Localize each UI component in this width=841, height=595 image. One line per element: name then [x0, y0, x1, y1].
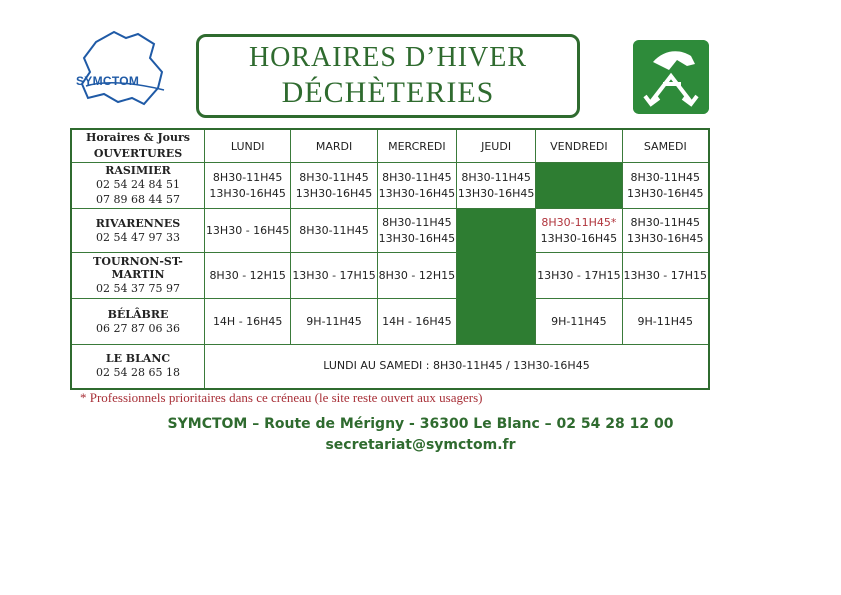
table-row: [71, 163, 709, 209]
hours-am: 8H30-11H45: [630, 215, 701, 229]
hours-pm: 13H30-16H45: [378, 186, 456, 200]
site-cell: [71, 345, 205, 389]
hours-pm: 13H30-16H45: [627, 186, 704, 200]
day-header: SAMEDI: [622, 129, 709, 163]
hours-cell: [205, 253, 291, 299]
hours-cell: [536, 209, 622, 253]
hours-am: 8H30-11H45: [212, 170, 283, 184]
footer-address: SYMCTOM – Route de Mérigny - 36300 Le Blanc – 02 54 28 12 00: [167, 416, 674, 432]
hours-pm: 13H30 - 17H15: [537, 268, 621, 282]
site-phone: 02 54 28 65 18: [96, 366, 180, 380]
hours-cell: [205, 299, 291, 345]
day-header: JEUDI: [456, 129, 535, 163]
hand-recycle-icon: [633, 40, 709, 114]
title-box: [196, 34, 580, 118]
hours-cell: [377, 253, 456, 299]
hours-cell: [377, 299, 456, 345]
day-header: VENDREDI: [536, 129, 622, 163]
hours-cell: [377, 163, 456, 209]
hours-pm: 13H30-16H45: [378, 231, 456, 245]
hours-cell: [291, 163, 377, 209]
corner-line-1: Horaires & Jours: [86, 131, 190, 144]
hours-cell: [205, 209, 291, 253]
hours-pm: 14H - 16H45: [212, 314, 283, 328]
closed-cell: [536, 163, 622, 209]
hours-pm: 13H30 - 16H45: [205, 223, 290, 237]
hours-cell: [622, 163, 709, 209]
hours-am: 8H30-11H45: [299, 170, 369, 184]
day-header: MERCREDI: [377, 129, 456, 163]
hours-am: 8H30-11H45: [382, 170, 452, 184]
hours-am: 8H30 - 12H15: [378, 268, 456, 282]
site-name: LE BLANC: [105, 352, 171, 366]
corner-header: [71, 129, 205, 163]
hours-pm: 14H - 16H45: [382, 314, 452, 328]
hours-cell: [291, 253, 377, 299]
site-phone: 06 27 87 06 36: [96, 321, 180, 335]
site-cell: [71, 209, 205, 253]
hours-pm: 13H30 - 17H15: [623, 268, 708, 282]
hours-am: 8H30-11H45: [299, 223, 369, 237]
hours-am: 9H-11H45: [306, 314, 362, 328]
day-header: LUNDI: [205, 129, 291, 163]
title-line-1: HORAIRES D’HIVER: [248, 42, 528, 73]
hours-cell: [622, 253, 709, 299]
corner-line-2: OUVERTURES: [93, 147, 183, 160]
symctom-map-logo: [74, 28, 166, 108]
site-name: RIVARENNES: [95, 216, 181, 230]
table-row: [71, 299, 709, 345]
hours-am: 8H30-11H45: [382, 215, 452, 229]
hours-cell: [622, 299, 709, 345]
site-name: TOURNON-ST-MARTIN: [93, 255, 183, 281]
site-cell: [71, 253, 205, 299]
hours-pm: 13H30-16H45: [457, 186, 535, 200]
site-cell: [71, 163, 205, 209]
site-phone: 07 89 68 44 57: [96, 193, 180, 206]
logo-text: SYMCTOM: [76, 74, 140, 88]
site-phone: 02 54 37 75 97: [96, 282, 180, 295]
hours-pm: 13H30 - 17H15: [292, 268, 376, 282]
hours-cell-wide: [205, 345, 710, 389]
table-row: [71, 209, 709, 253]
schedule-table: [70, 128, 710, 390]
day-header: MARDI: [291, 129, 377, 163]
hours-am: 9H-11H45: [637, 314, 694, 328]
hours-pm: 13H30-16H45: [295, 186, 373, 200]
hours-am: 8H30 - 12H15: [209, 268, 286, 282]
hours-cell: [622, 209, 709, 253]
hours-am: 8H30-11H45: [461, 170, 531, 184]
site-phone: 02 54 47 97 33: [96, 230, 180, 244]
hours-all-week: LUNDI AU SAMEDI : 8H30-11H45 / 13H30-16H45: [323, 359, 590, 373]
hours-pm: 13H30-16H45: [209, 186, 286, 200]
table-row: [71, 345, 709, 389]
hours-cell: [536, 299, 622, 345]
site-name: BÉLÂBRE: [107, 307, 169, 321]
footer-email: secretariat@symctom.fr: [325, 437, 516, 453]
title-line-2: DÉCHÈTERIES: [281, 76, 495, 109]
hours-pm: 13H30-16H45: [540, 231, 618, 245]
hours-cell: [456, 163, 535, 209]
table-row: [71, 253, 709, 299]
hours-cell: [205, 163, 291, 209]
hours-am: 9H-11H45: [551, 314, 607, 328]
hours-am: 8H30-11H45: [630, 170, 701, 184]
table-header-row: [71, 129, 709, 163]
hours-pm: 13H30-16H45: [627, 231, 704, 245]
hours-cell: [377, 209, 456, 253]
site-phone: 02 54 24 84 51: [96, 178, 180, 191]
site-cell: [71, 299, 205, 345]
hours-cell: [536, 253, 622, 299]
priority-hours: 8H30-11H45*: [541, 215, 617, 229]
hours-cell: [291, 209, 377, 253]
closed-cell: [456, 209, 535, 345]
priority-note: * Professionnels prioritaires dans ce créneau (le site reste ouvert aux usagers): [80, 390, 483, 405]
site-name: RASIMIER: [105, 164, 171, 177]
hours-cell: [291, 299, 377, 345]
